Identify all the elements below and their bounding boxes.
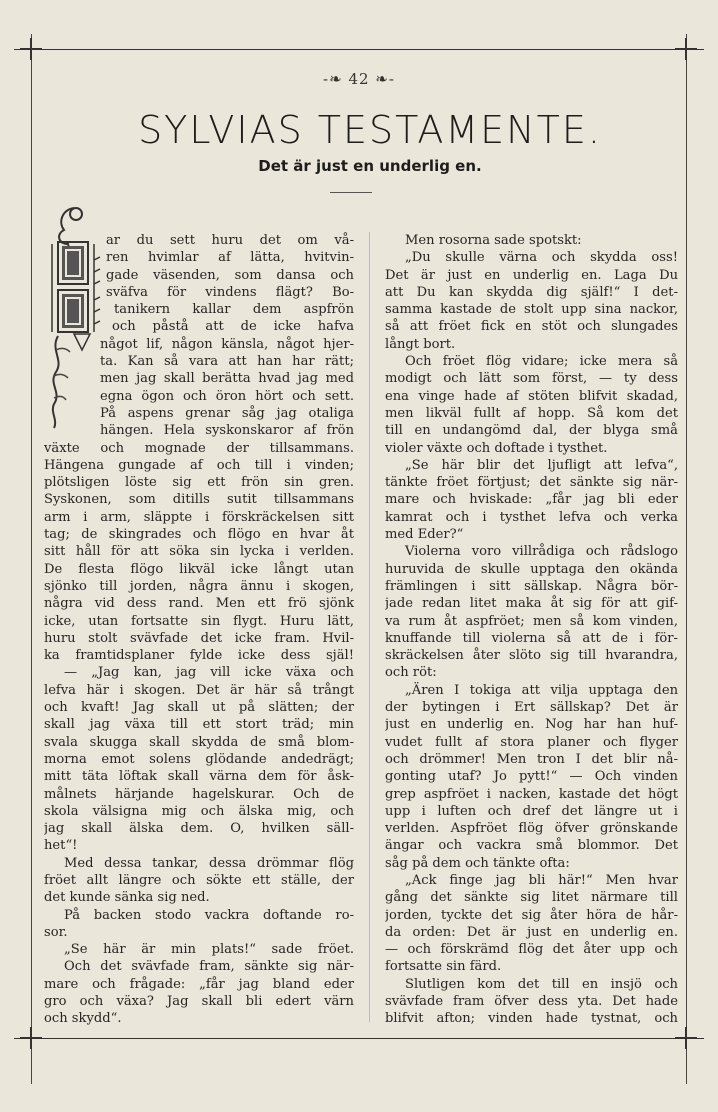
text-line: Violerna voro villrådiga och rådslogo <box>405 544 678 560</box>
text-line: med Eder?“ <box>385 527 464 543</box>
text-line: plötsligen löste sig ett frön sin gren. <box>44 475 354 491</box>
text-line: blifvit afton; vinden hade tystnat, och <box>385 1011 678 1027</box>
frame-line-bottom <box>14 1038 704 1039</box>
text-line: skräckelsen åter slöto sig till hvarandra, <box>385 648 678 664</box>
left-column <box>44 232 354 1028</box>
text-line: ängar och vackra små blommor. Det <box>385 838 678 854</box>
text-line: mare och hviskade: „får jag bli eder <box>385 492 678 508</box>
text-line: Slutligen kom det till en insjö och <box>405 976 678 992</box>
frame-line-right <box>686 34 687 1084</box>
text-line: att Du kan skydda dig själf!“ I det- <box>385 284 678 300</box>
text-line: kamrat och i tysthet lefva och verka <box>385 509 678 525</box>
text-line: jorden, tyckte det sig åter höra de hår- <box>385 907 678 923</box>
text-line: der bytingen i Ert sällskap? Det är <box>385 700 678 716</box>
text-line: Hängena gungade af och till i vinden; <box>44 457 354 473</box>
text-line: och skydd“. <box>44 1011 122 1027</box>
text-line: mitt täta löftak skall värna dem för åsk- <box>44 769 354 785</box>
text-line: På backen stodo vackra doftande ro- <box>64 907 354 923</box>
text-line: gro och växa? Jag skall bli edert värn <box>44 994 354 1010</box>
text-line: Det är just en underlig en. Laga Du <box>385 267 678 283</box>
column-divider <box>369 232 370 1022</box>
text-line: egna ögon och öron hört och sett. <box>100 388 354 404</box>
text-line: växte och mognade der tillsammans. <box>44 440 354 456</box>
text-line: sjönko till jorden, några ännu i skogen, <box>44 578 354 594</box>
text-line: knuffande till violerna så att de i för- <box>385 630 678 646</box>
text-line: sor. <box>44 924 68 940</box>
text-line: tag; de skingrades och flögo en hvar åt <box>44 527 354 543</box>
registration-mark-icon <box>26 1033 36 1043</box>
right-column <box>385 232 678 1028</box>
text-line: „Se här blir det ljufligt att lefva“, <box>405 457 678 473</box>
text-line: Och fröet flög vidare; icke mera så <box>405 354 678 370</box>
text-line: och kvaft! Jag skall ut på slätten; der <box>44 700 354 716</box>
text-line: mare och frågade: „får jag bland eder <box>44 976 354 992</box>
text-line: huru stolt svävfade det icke fram. Hvil- <box>44 630 354 646</box>
text-line: svävfade fram öfver dess yta. Det hade <box>385 994 678 1010</box>
text-line: violer växte och doftade i tysthet. <box>385 440 608 456</box>
text-line: hängen. Hela syskonskaror af frön <box>100 423 354 439</box>
text-line: va rum åt aspfröet; men så kom vinden, <box>385 613 678 629</box>
text-line: fortsatte sin färd. <box>385 959 502 975</box>
text-line: men likväl fullt af hopp. Så kom det <box>385 405 678 421</box>
text-line: jag skall älska dem. O, hvilken säll- <box>44 821 354 837</box>
text-line: långt bort. <box>385 336 456 352</box>
text-line: grep aspfröet i nacken, kastade det högt <box>385 786 678 802</box>
text-line: samma kastade de stolt upp sina nackor, <box>385 302 678 318</box>
text-line: såg på dem och tänkte ofta: <box>385 855 570 871</box>
text-line: ta. Kan så vara att han har rätt; <box>100 354 354 370</box>
text-line: tänkte fröet förtjust; det sänkte sig när- <box>385 475 678 491</box>
text-line: svala skugga skall skydda de små blom- <box>44 734 354 750</box>
frame-line-left <box>31 34 32 1084</box>
frame-line-top <box>14 49 704 50</box>
text-line: Syskonen, som ditills sutit tillsammans <box>44 492 354 508</box>
text-line: ren hvimlar af lätta, hvitvin- <box>106 250 354 266</box>
text-line: sväfva för vindens flägt? Bo- <box>106 284 354 300</box>
text-line: och drömmer! Men tron I det blir nå- <box>385 751 678 767</box>
text-line: så att fröet fick en stöt och slungades <box>385 319 678 335</box>
text-line: tanikern kallar dem aspfrön <box>114 302 354 318</box>
text-line: Och det svävfade fram, sänkte sig när- <box>64 959 354 975</box>
text-line: ena vinge hade af stöten blifvit skadad, <box>385 388 678 404</box>
text-line: något lif, någon känsla, något hjer- <box>100 336 354 352</box>
text-line: — „Jag kan, jag vill icke växa och <box>64 665 354 681</box>
text-line: morna emot solens glödande andedrägt; <box>44 751 354 767</box>
text-line: lefva här i skogen. Det är här så trångt <box>44 682 354 698</box>
text-line: och röt: <box>385 665 437 681</box>
text-line: På aspens grenar såg jag otaliga <box>100 405 354 421</box>
text-line: jade redan litet maka åt sig för att gif- <box>385 596 678 612</box>
title-divider <box>330 192 372 193</box>
text-line: och påstå att de icke hafva <box>112 319 354 335</box>
registration-mark-icon <box>681 1033 691 1043</box>
registration-mark-icon <box>26 44 36 54</box>
page-number: -❧ 42 ❧- <box>323 70 395 88</box>
text-line: — och förskrämd flög det åter upp och <box>385 942 678 958</box>
text-line: fröet allt längre och sökte ett ställe, der <box>44 872 354 888</box>
text-line: några vid dess rand. Men ett frö sjönk <box>44 596 354 612</box>
text-line: ka framtidsplaner fylde icke dess själ! <box>44 648 354 664</box>
text-line: gonting utaf? Jo pytt!“ — Och vinden <box>385 769 678 785</box>
text-line: huruvida de skulle upptaga den okända <box>385 561 678 577</box>
text-line: arm i arm, släppte i förskräckelsen sitt <box>44 509 354 525</box>
text-line: det kunde sänka sig ned. <box>44 890 210 906</box>
text-line: skall jag växa till ett stort träd; min <box>44 717 354 733</box>
text-line: „Ären I tokiga att vilja upptaga den <box>405 682 678 698</box>
text-line: just en underlig en. Nog har han huf- <box>385 717 678 733</box>
text-line: da orden: Det är just en underlig en. <box>385 924 678 940</box>
text-line: upp i luften och dref det längre ut i <box>385 803 678 819</box>
page-title: SYLVIAS TESTAMENTE. <box>138 108 602 152</box>
text-line: sitt håll för att söka sin lycka i verlden. <box>44 544 354 560</box>
text-line: Men rosorna sade spotskt: <box>405 233 582 248</box>
text-line: De flesta flögo likväl icke långt utan <box>44 561 354 577</box>
text-line: målnets härjande hagelskurar. Och de <box>44 786 354 802</box>
text-line: modigt och lätt som först, — ty dess <box>385 371 678 387</box>
text-line: Med dessa tankar, dessa drömmar flög <box>64 855 354 871</box>
text-line: verlden. Aspfröet flög öfver grönskande <box>385 821 678 837</box>
text-line: ar du sett huru det om vå- <box>106 233 354 248</box>
text-line: men jag skall berätta hvad jag med <box>100 371 354 387</box>
text-line: het“! <box>44 838 78 854</box>
text-line: skola välsigna mig och älska mig, och <box>44 803 354 819</box>
text-line: vudet fullt af stora planer och flyger <box>385 734 678 750</box>
text-line: till en undangömd dal, der blyga små <box>385 423 678 439</box>
text-line: „Du skulle värna och skydda oss! <box>405 250 678 266</box>
subtitle: Det är just en underlig en. <box>258 157 482 175</box>
text-line: „Ack finge jag bli här!“ Men hvar <box>405 872 678 888</box>
text-line: gade väsenden, som dansa och <box>106 267 354 283</box>
text-line: gång det sänkte sig litet närmare till <box>385 890 678 906</box>
text-line: icke, utan fortsatte sin flygt. Huru lätt, <box>44 613 354 629</box>
registration-mark-icon <box>681 44 691 54</box>
text-line: främlingen i sitt sällskap. Några bör- <box>385 578 678 594</box>
text-line: „Se här är min plats!“ sade fröet. <box>64 942 354 958</box>
